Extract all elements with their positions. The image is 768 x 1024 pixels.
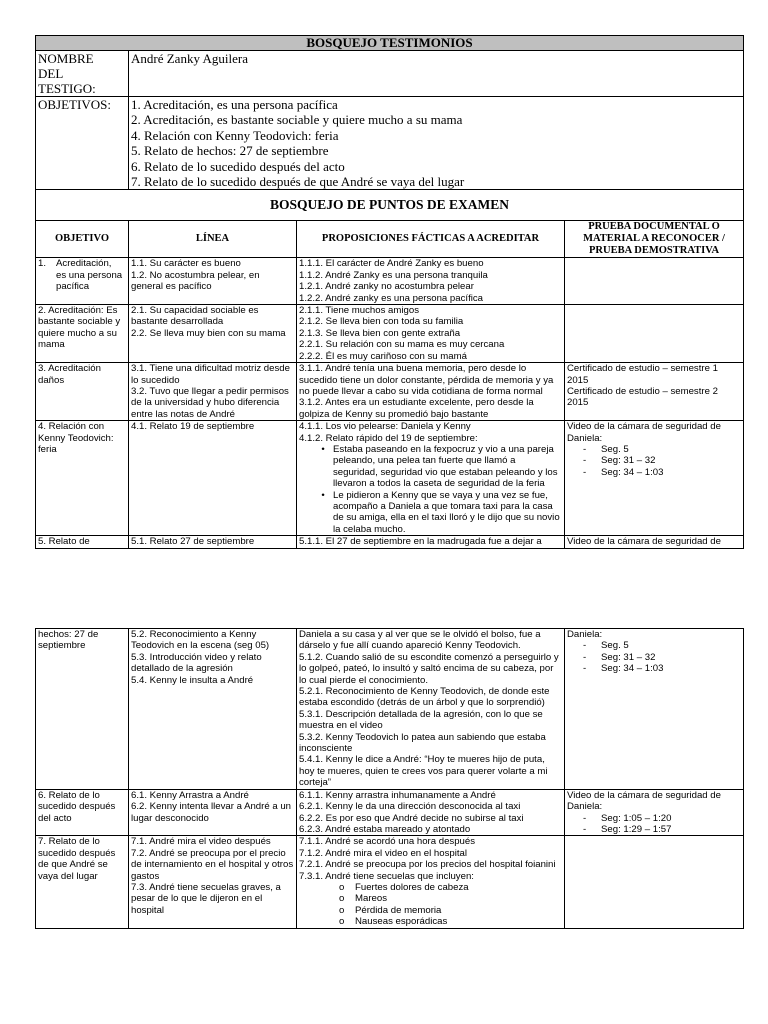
evidence-item: Certificado de estudio – semestre 2 2015 — [567, 385, 718, 409]
line-item: 5.3. Introducción video y relato detallado de la agresión — [131, 651, 262, 675]
proposition-item: 1.2.2. André zanky es una persona pacífica — [299, 292, 484, 304]
dash-icon: - — [583, 455, 587, 467]
table-row — [36, 258, 744, 305]
objective-cell: 2. Acreditación: Es bastante sociable y quiere mucho a su mama — [36, 305, 129, 363]
table-row — [36, 629, 744, 790]
line-cell — [129, 305, 297, 363]
dash-icon: - — [583, 640, 587, 652]
proposition-item: 1.1.1. El carácter de André Zanky es bueno — [299, 258, 484, 270]
proposition-item: 5.3.2. Kenny Teodovich lo patea aun sabiendo que estaba inconsciente — [299, 731, 546, 755]
evidence-timestamp: Seg: 34 – 1:03 — [601, 466, 664, 478]
line-item: 7.1. André mira el video después — [131, 836, 271, 848]
evidence-list-item — [567, 444, 741, 455]
evidence-list-item — [567, 813, 741, 824]
witness-label-line: DEL — [38, 66, 64, 81]
evidence-cell — [565, 305, 744, 363]
proposition-item: 6.2.1. Kenny le da una dirección desconocida al taxi — [299, 801, 521, 813]
bullet-text: Estaba paseando en la fexpocruz y vio a una pareja peleando, una pelea tan fuerte que llamó a seguridad, seguridad vio que estaban peleando y los llevaron a todos la caseta de seguridad de la feria — [333, 443, 558, 490]
evidence-cell — [565, 789, 744, 836]
line-item: 1.2. No acostumbra pelear, en general es pacífico — [131, 269, 260, 293]
evidence-timestamp: Seg. 5 — [601, 640, 629, 652]
proposition-item: 2.1.1. Tiene muchos amigos — [299, 305, 419, 317]
objective-item: 6. Relato de lo sucedido después del acto — [131, 158, 345, 174]
page-1 — [35, 35, 743, 549]
proposition-item: 7.1.2. André mira el video en el hospital — [299, 847, 467, 859]
propositions-cell — [297, 305, 565, 363]
evidence-cell — [565, 421, 744, 536]
exam-table — [35, 189, 744, 548]
column-header-prueba: PRUEBA DOCUMENTAL O MATERIAL A RECONOCER / PRUEBA DEMOSTRATIVA — [565, 221, 744, 258]
objective-item: 5. Relato de hechos: 27 de septiembre — [131, 143, 329, 159]
proposition-item: 4.1.2. Relato rápido del 19 de septiembre: — [299, 432, 478, 444]
column-header-proposiciones: PROPOSICIONES FÁCTICAS A ACREDITAR — [297, 221, 565, 258]
circle-bullet-icon: o — [339, 893, 345, 905]
exam-title: BOSQUEJO DE PUNTOS DE EXAMEN — [36, 190, 744, 221]
sub-bullet-text: Mareos — [355, 893, 387, 905]
evidence-list-item — [567, 663, 741, 674]
evidence-list-item — [567, 640, 741, 651]
dash-icon: - — [583, 443, 587, 455]
table-row — [36, 363, 744, 421]
objective-text: Acreditación, — [56, 258, 112, 270]
propositions-cell: 5.1.1. El 27 de septiembre en la madrugada fue a dejar a — [297, 536, 565, 548]
proposition-item: 1.2.1. André zanky no acostumbra pelear — [299, 281, 474, 293]
proposition-item: 2.1.3. Se lleva bien con gente extraña — [299, 327, 461, 339]
bullet-icon: • — [321, 489, 325, 501]
proposition-item: 2.1.2. Se lleva bien con toda su familia — [299, 316, 464, 328]
page-2 — [35, 628, 743, 929]
proposition-item: 2.2.1. Su relación con su mama es muy cercana — [299, 339, 505, 351]
table-row — [36, 789, 744, 836]
line-cell — [129, 258, 297, 305]
table-row — [36, 305, 744, 363]
sub-bullet-item — [299, 905, 562, 916]
circle-bullet-icon: o — [339, 904, 345, 916]
witness-label-line: TESTIGO: — [38, 81, 96, 96]
line-cell — [129, 789, 297, 836]
proposition-item: Daniela a su casa y al ver que se le olvidó el bolso, fue a dárselo y fue allí cuando apareció Kenny Teodovich. — [299, 629, 541, 652]
proposition-item: 5.2.1. Reconocimiento de Kenny Teodovich, de donde este estaba escondido (detrás de un árbol y que lo sorprendió) — [299, 686, 550, 709]
dash-icon: - — [583, 823, 587, 835]
exam-table-continued — [35, 628, 744, 929]
evidence-timestamp: Seg: 1:05 – 1:20 — [601, 812, 672, 824]
objective-cell: 6. Relato de lo sucedido después del acto — [36, 789, 129, 836]
line-item: 6.1. Kenny Arrastra a André — [131, 789, 249, 801]
proposition-item: 5.4.1. Kenny le dice a André: “Hoy te mueres hijo de puta, hoy te mueres, quien te crees vos para querer volarte a mi corteja” — [299, 754, 548, 789]
proposition-item: 6.2.2. Es por eso que André decide no subirse al taxi — [299, 812, 524, 824]
table-row — [36, 421, 744, 536]
line-item: 7.2. André se preocupa por el precio de internamiento en el hospital y otros gastos — [131, 847, 294, 882]
bullet-icon: • — [321, 443, 325, 455]
proposition-item: 6.1.1. Kenny arrastra inhumanamente a André — [299, 789, 496, 801]
sub-bullet-text: Pérdida de memoria — [355, 904, 442, 916]
evidence-item: Certificado de estudio – semestre 1 2015 — [567, 363, 718, 386]
circle-bullet-icon: o — [339, 881, 345, 893]
line-item: 2.2. Se lleva muy bien con su mama — [131, 327, 286, 339]
objective-cell: 7. Relato de lo sucedido después de que André se vaya del lugar — [36, 836, 129, 928]
propositions-cell — [297, 836, 565, 928]
line-item: 6.2. Kenny intenta llevar a André a un lugar desconocido — [131, 801, 292, 824]
objective-cell: 5. Relato de — [36, 536, 129, 548]
proposition-item: 6.2.3. André estaba mareado y atontado — [299, 823, 471, 835]
line-item: 5.2. Reconocimiento a Kenny Teodovich en la escena (seg 05) — [131, 629, 270, 652]
witness-label — [36, 51, 129, 97]
objective-item: 4. Relación con Kenny Teodovich: feria — [131, 127, 339, 143]
proposition-item: 4.1.1. Los vio pelearse: Daniela y Kenny — [299, 421, 471, 433]
propositions-cell — [297, 421, 565, 536]
proposition-item: 1.1.2. André Zanky es una persona tranquila — [299, 269, 488, 281]
propositions-cell — [297, 789, 565, 836]
table-row — [36, 536, 744, 548]
line-cell — [129, 363, 297, 421]
column-header-objetivo: OBJETIVO — [36, 221, 129, 258]
propositions-cell — [297, 363, 565, 421]
sub-bullet-item — [299, 882, 562, 893]
line-item: 7.3. André tiene secuelas graves, a pesar de lo que le dijeron en el hospital — [131, 881, 281, 916]
evidence-list-item — [567, 652, 741, 663]
proposition-item: 2.2.2. Él es muy cariñoso con su mamá — [299, 350, 467, 362]
evidence-cell: Video de la cámara de seguridad de — [565, 536, 744, 548]
evidence-intro: Video de la cámara de seguridad de Daniela: — [567, 421, 721, 444]
objective-cell — [36, 258, 129, 305]
line-item: 2.1. Su capacidad sociable es bastante desarrollada — [131, 305, 259, 328]
evidence-timestamp: Seg: 31 – 32 — [601, 455, 656, 467]
objective-cell: 4. Relación con Kenny Teodovich: feria — [36, 421, 129, 536]
proposition-item: 3.1.2. Antes era un estudiante excelente, pero desde la golpiza de Kenny su promedió bajo bastante — [299, 397, 534, 420]
dash-icon: - — [583, 812, 587, 824]
propositions-cell — [297, 629, 565, 790]
proposition-item: 7.1.1. André se acordó una hora después — [299, 836, 476, 848]
sub-bullet-item — [299, 916, 562, 927]
line-item: 3.1. Tiene una dificultad motriz desde lo sucedido — [131, 363, 290, 386]
objective-text: pacífica — [56, 281, 90, 293]
objective-item: 1. Acreditación, es una persona pacífica — [131, 97, 338, 112]
sub-bullet-text: Nauseas esporádicas — [355, 916, 448, 928]
sub-bullet-text: Fuertes dolores de cabeza — [355, 881, 469, 893]
objective-item: 7. Relato de lo sucedido después de que André se vaya del lugar — [131, 174, 465, 190]
bullet-item — [299, 444, 562, 490]
proposition-item: 5.1.2. Cuando salió de su escondite comenzó a perseguirlo y lo golpeó, pateó, lo insultó y saltó encima de su cabeza, por lo cual pierde el conocimiento. — [299, 651, 559, 686]
evidence-timestamp: Seg: 1:29 – 1:57 — [601, 823, 672, 835]
bullet-text: Le pidieron a Kenny que se vaya y una vez se fue, acompaño a Daniela a que tomara taxi para la casa de su amiga, ella en el taxi lloró y le dijo que su novio la celaba mucho. — [333, 489, 560, 535]
evidence-cell — [565, 629, 744, 790]
line-item: 3.2. Tuvo que llegar a pedir permisos de la universidad y hubo diferencia entre las notas de André — [131, 385, 289, 420]
evidence-list-item — [567, 467, 741, 478]
objective-text: es una persona — [56, 269, 123, 281]
exam-column-headers — [36, 221, 744, 258]
objectives-list — [129, 97, 744, 190]
objective-item: 2. Acreditación, es bastante sociable y quiere mucho a su mama — [131, 112, 463, 128]
evidence-cell — [565, 363, 744, 421]
line-cell — [129, 836, 297, 928]
line-cell: 4.1. Relato 19 de septiembre — [129, 421, 297, 536]
dash-icon: - — [583, 663, 587, 675]
propositions-cell — [297, 258, 565, 305]
objective-cell: 3. Acreditación daños — [36, 363, 129, 421]
line-cell: 5.1. Relato 27 de septiembre — [129, 536, 297, 548]
dash-icon: - — [583, 651, 587, 663]
document-title: BOSQUEJO TESTIMONIOS — [36, 36, 744, 51]
objectives-label: OBJETIVOS: — [36, 97, 129, 190]
witness-name: André Zanky Aguilera — [129, 51, 744, 97]
evidence-timestamp: Seg. 5 — [601, 443, 629, 455]
objective-cell: hechos: 27 de septiembre — [36, 629, 129, 790]
proposition-item: 3.1.1. André tenía una buena memoria, pero desde lo sucedido tiene un dolor constante, pérdida de memoria y ya no puede llevar a cabo su vida cotidiana de forma normal — [299, 363, 554, 397]
line-item: 1.1. Su carácter es bueno — [131, 258, 241, 270]
proposition-item: 5.3.1. Descripción detallada de la agresión, con lo que se muestra en el video — [299, 708, 543, 732]
line-cell — [129, 629, 297, 790]
sub-bullet-item — [299, 893, 562, 904]
line-item: 5.4. Kenny le insulta a André — [131, 674, 254, 686]
column-header-linea: LÍNEA — [129, 221, 297, 258]
proposition-item: 7.3.1. André tiene secuelas que incluyen: — [299, 870, 474, 882]
objective-number: 1. — [38, 258, 47, 270]
evidence-cell — [565, 836, 744, 928]
proposition-item: 7.2.1. André se preocupa por los precios del hospital foianini — [299, 859, 556, 871]
evidence-timestamp: Seg: 31 – 32 — [601, 651, 656, 663]
evidence-cell — [565, 258, 744, 305]
evidence-list-item — [567, 824, 741, 835]
witness-label-line: NOMBRE — [38, 51, 94, 66]
dash-icon: - — [583, 466, 587, 478]
evidence-intro: Video de la cámara de seguridad de Daniela: — [567, 789, 721, 813]
evidence-list-item — [567, 455, 741, 466]
bullet-item — [299, 490, 562, 536]
testimony-header-table — [35, 35, 744, 190]
circle-bullet-icon: o — [339, 916, 345, 928]
evidence-intro: Daniela: — [567, 629, 603, 640]
evidence-timestamp: Seg: 34 – 1:03 — [601, 663, 664, 675]
table-row — [36, 836, 744, 928]
